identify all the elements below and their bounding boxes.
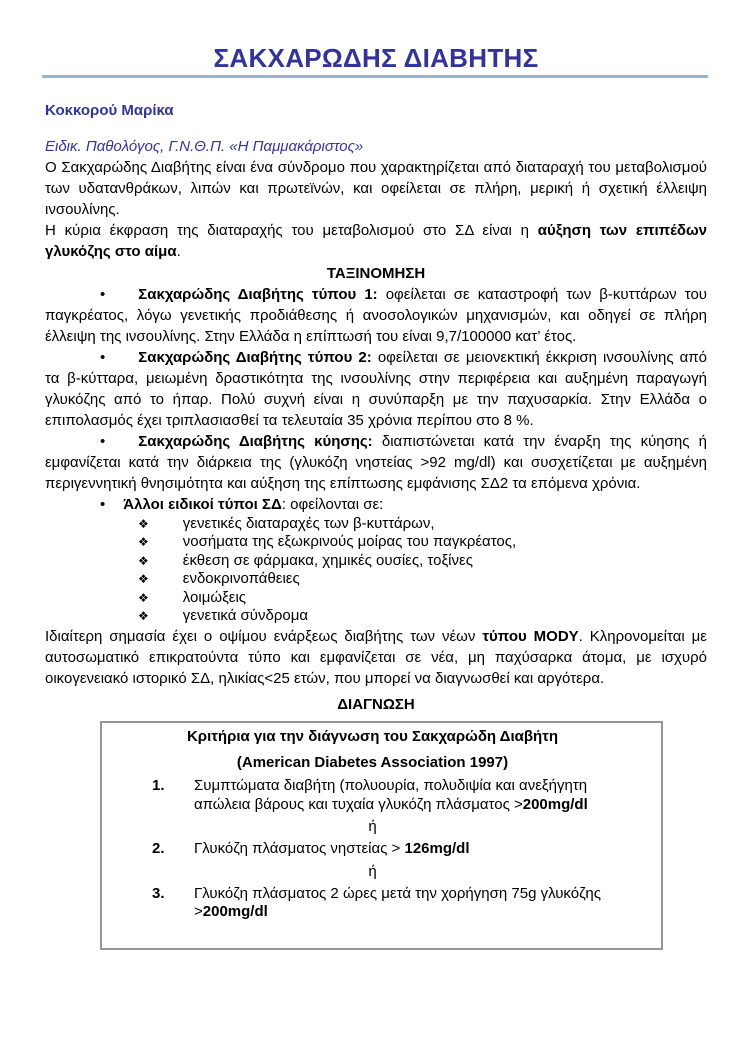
criteria-item-3-number: 3. — [152, 884, 165, 902]
sub-bullet-list — [45, 515, 707, 627]
criteria-item-1-text: Συμπτώματα διαβήτη (πολυουρία, πολυδιψία και ανεξήγητη απώλεια βάρους και τυχαία γλυκόζη πλάσματος > — [194, 777, 588, 813]
bullet-item-other-types-lead: Άλλοι ειδικοί τύποι ΣΔ — [123, 495, 282, 513]
sub-bullet-item — [45, 589, 707, 608]
or-separator: ή — [368, 862, 377, 880]
page-title: ΣΑΚΧΑΡΩΔΗΣ ΔΙΑΒΗΤΗΣ — [213, 43, 539, 73]
bullet-item-type2-text: οφείλεται σε μειονεκτική έκκριση ινσουλίνης από τα β-κύτταρα, μειωμένη δραστικότητα της ινσουλίνης στην περιφέρεια και αυξημένη παραγωγή γλυκόζης από το ήπαρ. Πολύ συχνή είναι η συνύπαρξη με την παχυσαρκία. Στην Ελλάδα ο επιπολασμός έχει τριπλασιασθεί τα τελευταία 35 χρόνια περίπου στο 8 %. — [45, 348, 707, 429]
criteria-item-2-value: 126mg/dl — [404, 840, 470, 858]
author-affiliation: Ειδικ. Παθολόγος, Γ.Ν.Θ.Π. «Η Παμμακάριστος» — [45, 137, 364, 155]
sub-bullet-item — [45, 570, 707, 589]
diamond-bullet-icon: ❖ — [138, 609, 149, 624]
criteria-item-1-number: 1. — [152, 777, 165, 795]
section-heading-diagnosis: ΔΙΑΓΝΩΣΗ — [337, 696, 415, 714]
diamond-bullet-icon: ❖ — [138, 572, 149, 587]
bullet-icon: • — [100, 285, 106, 303]
bullet-item-type2 — [45, 347, 707, 431]
criteria-item-1 — [102, 777, 643, 814]
diagnosis-criteria-box — [100, 721, 663, 950]
criteria-item-3-value: 200mg/dl — [202, 903, 268, 921]
mody-paragraph-end: . Κληρονομείται με αυτοσωματικό επικρατούντα τύπο και εμφανίζεται σε νέα, μη παχύσαρκα άτομα, με ισχυρό οικογενειακό ιστορικό ΣΔ, ηλικίας<25 ετών, που μπορεί να διαγνωσθεί και αργότερα. — [45, 628, 707, 688]
diamond-bullet-icon: ❖ — [138, 516, 149, 531]
diamond-bullet-icon: ❖ — [138, 590, 149, 605]
criteria-item-2-text: Γλυκόζη πλάσματος νηστείας > — [194, 840, 405, 858]
intro-paragraph-2 — [45, 220, 707, 262]
bullet-icon: • — [100, 348, 106, 366]
intro-paragraph-2-period: . — [176, 242, 181, 260]
bullet-item-type1-lead: Σακχαρώδης Διαβήτης τύπου 1: — [138, 285, 378, 303]
sub-bullet-item — [45, 552, 707, 571]
diamond-bullet-icon: ❖ — [138, 535, 149, 550]
title-underline-rule — [42, 75, 708, 78]
sub-bullet-text: έκθεση σε φάρμακα, χημικές ουσίες, τοξίνες — [182, 551, 473, 569]
author-name: Κοκκορού Μαρίκα — [45, 101, 174, 119]
bullet-item-other-types-text: : οφείλονται σε: — [281, 495, 384, 513]
sub-bullet-item — [45, 515, 707, 534]
diamond-bullet-icon: ❖ — [138, 553, 149, 568]
intro-paragraph-1: Ο Σακχαρώδης Διαβήτης είναι ένα σύνδρομο που χαρακτηρίζεται από διαταραχή του μεταβολισμού των υδατανθράκων, λιπών και πρωτεϊνών, και οφείλεται σε πλήρη, μερική ή σχετική έλλειψη ινσουλίνης. — [45, 158, 707, 218]
bullet-item-type1-text: οφείλεται σε καταστροφή των β-κυττάρων του παγκρέατος, λόγω γενετικής προδιάθεσης ή ανοσολογικών μηχανισμών, και οδηγεί σε πλήρη έλλειψη της ινσουλίνης. Στην Ελλάδα η επίπτωσή του είναι 9,7/100000 κατ’ έτος. — [45, 285, 707, 345]
criteria-item-2 — [102, 840, 643, 859]
mody-paragraph — [45, 626, 707, 689]
section-heading-classification: ΤΑΞΙΝΟΜΗΣΗ — [326, 264, 426, 282]
mody-paragraph-bold: τύπου MODY — [482, 628, 579, 646]
intro-paragraph-2-bold: αύξηση των επιπέδων γλυκόζης στο αίμα — [45, 221, 707, 260]
bullet-item-other-types — [45, 494, 707, 515]
sub-bullet-text: λοιμώξεις — [182, 588, 247, 606]
bullet-item-gestational-text: διαπιστώνεται κατά την έναρξη της κύησης ή εμφανίζεται κατά την διάρκεια της (γλυκόζη νηστείας >92 mg/dl) και συσχετίζεται με αυξημένη περιγεννητική θνησιμότητα και αύξηση της επίπτωσης εμφάνισης ΣΔ2 τα επόμενα χρόνια. — [45, 432, 707, 492]
sub-bullet-item — [45, 533, 707, 552]
bullet-item-gestational — [45, 431, 707, 494]
bullet-item-type1 — [45, 284, 707, 347]
sub-bullet-text: νοσήματα της εξωκρινούς μοίρας του παγκρέατος, — [182, 533, 517, 551]
criteria-item-1-value: 200mg/dl — [522, 795, 588, 813]
sub-bullet-text: γενετικές διαταραχές των β-κυττάρων, — [182, 514, 435, 532]
sub-bullet-item — [45, 607, 707, 626]
mody-paragraph-start: Ιδιαίτερη σημασία έχει ο οψίμου ενάρξεως διαβήτης των νέων — [45, 628, 483, 646]
bullet-item-type2-lead: Σακχαρώδης Διαβήτης τύπου 2: — [138, 348, 372, 366]
or-separator: ή — [368, 818, 377, 836]
sub-bullet-text: γενετικά σύνδρομα — [182, 607, 309, 625]
bullet-icon: • — [100, 432, 106, 450]
criteria-box-title: Κριτήρια για την διάγνωση του Σακχαρώδη Διαβήτη — [186, 728, 559, 746]
sub-bullet-text: ενδοκρινοπάθειες — [182, 570, 300, 588]
criteria-box-subtitle: (American Diabetes Association 1997) — [236, 754, 509, 772]
bullet-icon: • — [100, 495, 106, 513]
criteria-item-2-number: 2. — [152, 840, 165, 858]
criteria-item-3 — [102, 885, 643, 922]
criteria-item-3-text: Γλυκόζη πλάσματος 2 ώρες μετά την χορήγηση 75g γλυκόζης > — [194, 884, 601, 921]
intro-paragraph-2-text: Η κύρια έκφραση της διαταραχής του μεταβολισμού στο ΣΔ είναι η — [45, 221, 538, 239]
bullet-item-gestational-lead: Σακχαρώδης Διαβήτης κύησης: — [138, 432, 373, 450]
